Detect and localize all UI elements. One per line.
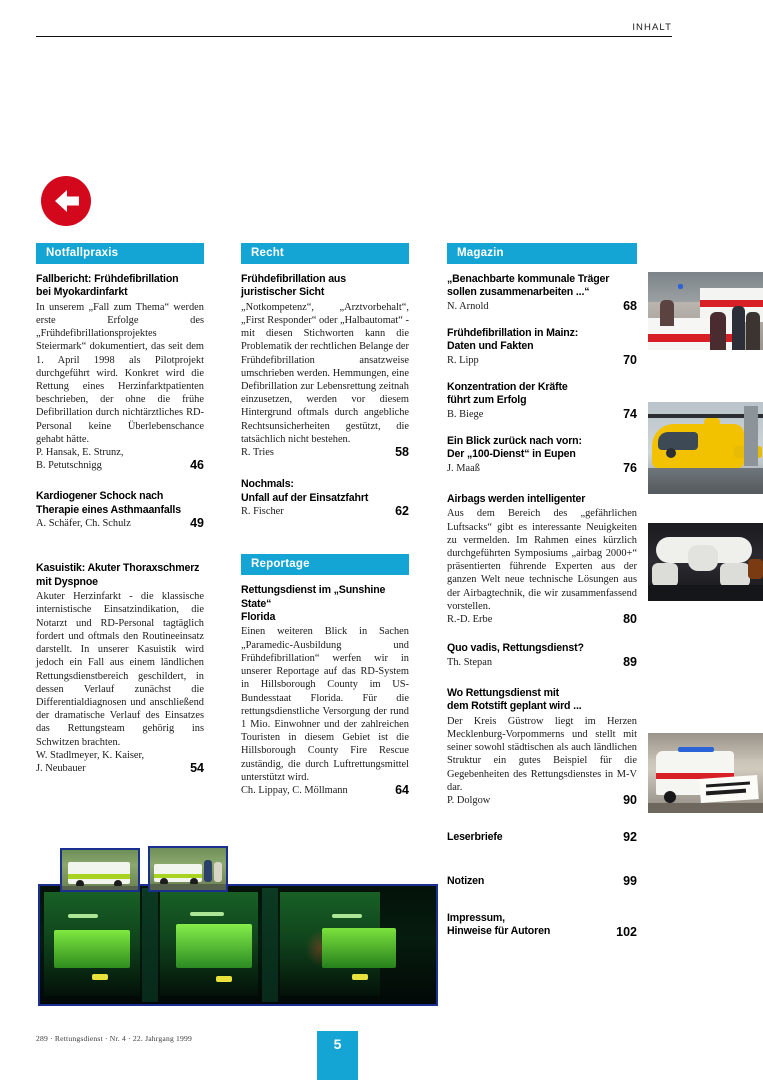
entry-page-number: 70 [623,353,637,368]
entry-title: Airbags werden intelligenter [447,493,586,506]
entry-page-number: 92 [623,830,637,845]
entry-footer [241,505,409,518]
page-number-badge: 5 [317,1031,358,1080]
toc-entry[interactable] [447,687,637,807]
bottom-artwork [38,884,438,1006]
entry-authors: P. Hansak, E. Strunz, B. Petutschnigg [36,447,124,472]
toc-entry[interactable] [447,831,637,844]
entry-title: Leserbriefe [447,831,503,844]
entry-title: Kardiogener Schock nach Therapie eines Asthmaanfalls [36,490,181,516]
entry-footer [447,408,637,421]
entry-page-number: 89 [623,654,637,669]
entry-body: „Notkompetenz“, „Arztvorbehalt“, „First Responder“ oder „Halbautomat“ - mit diesen Stichworten kann die Problematik der rechtlichen Belange der Frühdefibrillation ansatzweise umschrieben werden. Hemmungen, eine Defibrillation zur Lebensrettung zeitnah einzusetzen, werden vor diesem Hintergrund oftmals durch angebliche Rechtsunsicherheiten gestützt, die tatsächlich nicht bestehen. [241,301,409,445]
page-header [36,22,672,37]
entry-title: Kasuistik: Akuter Thoraxschmerz mit Dyspnoe [36,562,200,588]
entry-footer [241,784,409,797]
entry-title: Ein Blick zurück nach vorn: Der „100-Dienst“ in Eupen [447,435,582,461]
column-recht-reportage [241,243,409,810]
entry-footer [36,446,204,472]
entry-footer [447,656,637,669]
entry-body: Einen weiteren Blick in Sachen „Paramedic-Ausbildung und Frühdefibrillation“ werfen wir in unserer Reportage auf das RD-System in Hillsborough County im US-Bundesstaat Florida. Für die rettungsdienstliche Versorgung der rund 1 Mio. Einwohner und der zahlreichen Touristen in diesem Gebiet ist die Hillsborough County Fire Rescue zuständig, die durch Luftrettungsmittel unterstützt wird. [241,626,409,783]
toc-entry[interactable] [447,912,637,939]
photo-content [648,272,763,350]
red-circle-left-arrow-icon [41,176,91,226]
section-header-notfallpraxis: Notfallpraxis [36,243,204,264]
toc-entry[interactable] [447,875,637,888]
toc-entry[interactable] [36,562,204,775]
entry-page-number: 62 [395,504,409,519]
entry-footer [447,613,637,626]
entry-title: Wo Rettungsdienst mit dem Rotstift geplant wird ... [447,686,582,713]
entry-title: „Benachbarte kommunale Träger sollen zusammenarbeiten ...“ [447,273,610,299]
photo-car-airbags-deployed [648,523,763,601]
photo-ambulances-crowd [648,272,763,350]
section-header-recht: Recht [241,243,409,264]
toc-entry[interactable] [447,435,637,475]
photo-content [150,848,226,890]
toc-entry[interactable] [36,490,204,530]
page-title: INHALT [632,22,672,33]
entry-authors: R.-D. Erbe [447,614,493,626]
entry-authors: R. Lipp [447,354,479,366]
entry-page-number: 90 [623,793,637,808]
entry-footer [36,517,204,530]
footer-credit: 289 · Rettungsdienst · Nr. 4 · 22. Jahrgang 1999 [36,1034,193,1043]
entry-title: Rettungsdienst im „Sunshine State“ Florida [241,584,386,624]
entry-authors: N. Arnold [447,300,489,312]
toc-entry[interactable] [447,493,637,626]
entry-body: Akuter Herzinfarkt - die klassische internistische Einsatzindikation, die Notarzt und RD-Personal tagtäglich fordert und oftmals den Routineeinsatz darstellt. In unserer Kasuistik wird jedoch ein Fall aus einem ländlichen Rettungsdienstbereich geschildert, in dessen Verlauf zunächst die Differentialdiagnosen und anschließend der dramatische Verlauf des Einsatzes das Rettungsteam gehörig ins Schwitzen brachten. [36,591,204,748]
entry-page-number: 58 [395,445,409,460]
entry-footer [447,354,637,367]
entry-footer [447,300,637,313]
entry-title: Nochmals: Unfall auf der Einsatzfahrt [241,478,369,504]
entry-body: In unserem „Fall zum Thema“ werden erste Erfolge des „Frühdefibrillationsprojektes Steiermark“ dokumentiert, das seit dem 1. April 1998 als Pilotprojekt durchgeführt wird. Konkret wird die Rettung eines Herzinfarktpatienten beschrieben, der ohne die frühe Defibrillation durch nichtärztliches RD-Personal keine Überlebenschance gehabt hätte. [36,301,204,445]
entry-footer [447,794,637,807]
photo-content [648,402,763,494]
section-header-magazin: Magazin [447,243,637,264]
entry-body: Aus dem Bereich des „gefährlichen Luftsacks“ gibt es interessante Neuigkeiten zu vermelden. Im Rahmen eines kürzlich durchgeführten Symposiums „airbag 2000+“ präsentierten führende Experten aus der ganzen Welt neue technische Lösungen aus der Airbagtechnik, die wir zusammenfassend vorstellen. [447,508,637,612]
section-header-reportage: Reportage [241,554,409,575]
toc-entry[interactable] [447,327,637,367]
photo-yellow-rescue-helicopter [648,402,763,494]
toc-entry[interactable] [36,273,204,472]
toc-entry[interactable] [241,478,409,518]
entry-page-number: 54 [190,761,204,776]
toc-entry[interactable] [447,381,637,421]
entry-title: Fallbericht: Frühdefibrillation bei Myokardinfarkt [36,273,179,299]
entry-authors: B. Biege [447,408,484,420]
entry-page-number: 99 [623,873,637,888]
entry-body: Der Kreis Güstrow liegt im Herzen Mecklenburg-Vorpommerns und stellt mit seiner sowohl städtischen als auch ländlichen Struktur ein gutes Beispiel für die Gegebenheiten des Rettungsdienstes in M-V dar. [447,715,637,793]
entry-page-number: 74 [623,407,637,422]
entry-title: Notizen [447,874,485,887]
photo-content [62,850,138,890]
entry-authors: R. Fischer [241,506,284,518]
toc-entry[interactable] [241,584,409,797]
entry-authors: Th. Stepan [447,656,493,668]
entry-authors: R. Tries [241,447,274,459]
entry-title: Quo vadis, Rettungsdienst? [447,642,584,655]
entry-title: Impressum, Hinweise für Autoren [447,911,551,938]
column-magazin [447,243,637,952]
photo-protest-ambulance-banner [648,733,763,813]
photo-us-ambulance-crew [148,846,228,892]
photo-content [648,523,763,601]
entry-footer [241,446,409,459]
entry-page-number: 102 [616,924,637,939]
entry-page-number: 80 [623,612,637,627]
toc-entry[interactable] [447,273,637,313]
header-rule [36,36,672,37]
entry-authors: Ch. Lippay, C. Möllmann [241,784,348,796]
entry-page-number: 46 [190,458,204,473]
entry-page-number: 49 [190,516,204,531]
photo-fire-station-bays-night [38,884,438,1006]
photo-us-ambulance-front [60,848,140,892]
photo-content [648,733,763,813]
entry-title: Frühdefibrillation aus juristischer Sicht [241,273,346,299]
entry-authors: P. Dolgow [447,794,491,806]
entry-page-number: 68 [623,299,637,314]
entry-footer [36,749,204,775]
entry-authors: W. Stadlmeyer, K. Kaiser, J. Neubauer [36,749,145,774]
entry-title: Konzentration der Kräfte führt zum Erfolg [447,381,568,407]
entry-page-number: 64 [395,783,409,798]
entry-authors: J. Maaß [447,462,480,474]
toc-entry[interactable] [447,642,637,669]
entry-page-number: 76 [623,461,637,476]
entry-footer [447,462,637,475]
entry-title: Frühdefibrillation in Mainz: Daten und Fakten [447,327,579,353]
column-notfallpraxis [36,243,204,788]
entry-authors: A. Schäfer, Ch. Schulz [36,518,131,530]
toc-entry[interactable] [241,273,409,459]
